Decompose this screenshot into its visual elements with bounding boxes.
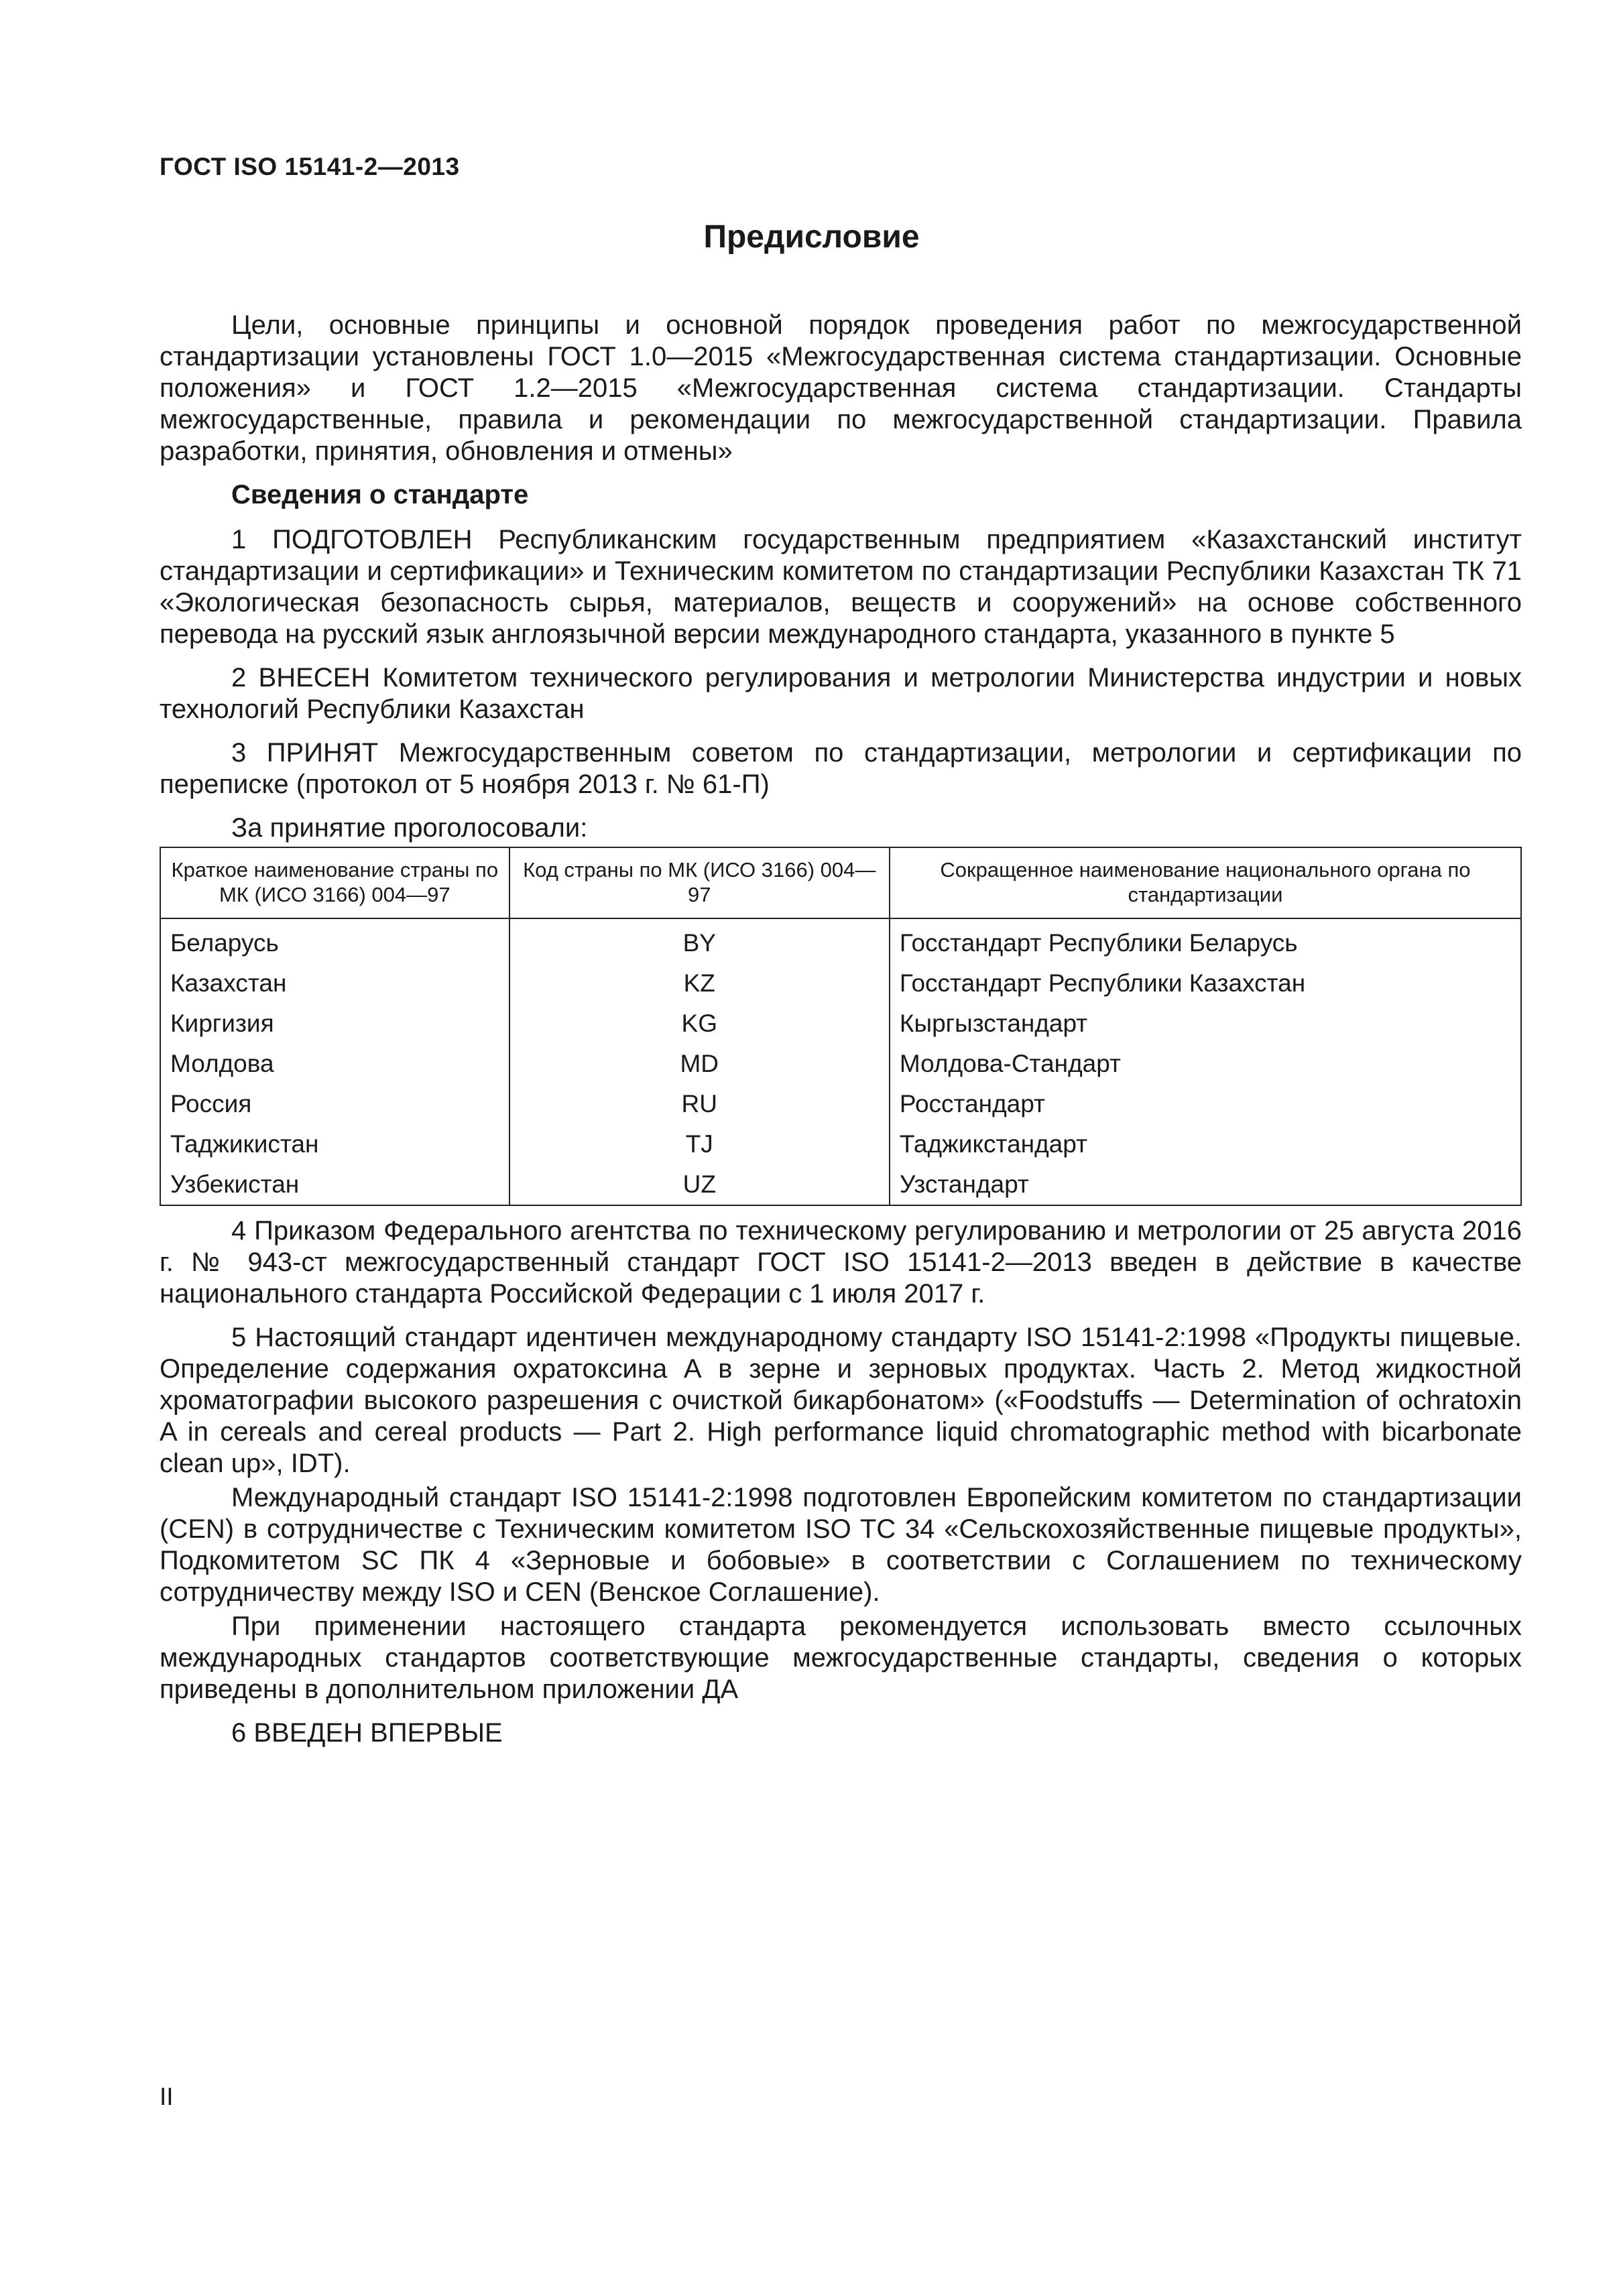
item-1-paragraph: 1 ПОДГОТОВЛЕН Республиканским государственным предприятием «Казахстанский институт стандартизации и сертификации» и Техническим комитетом по стандартизации Республики Казахстан ТК 71 «Экологическая безопасность сырья, материалов, веществ и сооружений» на основе собственного перевода на русский язык англоязычной версии международного стандарта, указанного в пункте 5 xyxy=(160,525,1522,649)
intro-paragraph: Цели, основные принципы и основной порядок проведения работ по межгосударственной стандартизации установлены ГОСТ 1.0—2015 «Межгосударственная система стандартизации. Основные положения» и ГОСТ 1.2—2015 «Межгосударственная система стандартизации. Стандарты межгосударственные, правила и рекомендации по межгосударственной стандартизации. Правила разработки, принятия, обновления и отмены» xyxy=(160,310,1522,466)
voted-label: За принятие проголосовали: xyxy=(231,813,588,843)
item-5-iso-info-paragraph: Международный стандарт ISO 15141-2:1998 подготовлен Европейским комитетом по стандартизации (CEN) в сотрудничестве с Техническим комитетом ISO TC 34 «Сельскохозяйственные пищевые продукты», Подкомитетом SC ПК 4 «Зерновые и бобовые» в соответствии с Соглашением по техническому сотрудничеству между ISO и CEN (Венское Соглашение). xyxy=(160,1483,1522,1607)
country-code-cell: MD xyxy=(509,1044,890,1084)
table-row xyxy=(160,1084,1521,1124)
item-2-paragraph: 2 ВНЕСЕН Комитетом технического регулирования и метрологии Министерства индустрии и новых технологий Республики Казахстан xyxy=(160,663,1522,724)
item-3-paragraph: 3 ПРИНЯТ Межгосударственным советом по стандартизации, метрологии и сертификации по переписке (протокол от 5 ноября 2013 г. № 61-П) xyxy=(160,738,1522,799)
table-header-row xyxy=(160,847,1521,918)
country-name-cell: Россия xyxy=(160,1084,509,1124)
country-code-cell: UZ xyxy=(509,1164,890,1205)
country-name-cell: Таджикистан xyxy=(160,1124,509,1164)
column-header-country-name: Краткое наименование страны по МК (ИСО 3166) 004—97 xyxy=(160,847,509,918)
voting-countries-table xyxy=(160,847,1522,1206)
country-name-cell: Молдова xyxy=(160,1044,509,1084)
country-name-cell: Беларусь xyxy=(160,918,509,963)
page-title: Предисловие xyxy=(703,219,920,255)
country-code-cell: KZ xyxy=(509,963,890,1004)
standards-body-cell: Молдова-Стандарт xyxy=(890,1044,1521,1084)
standards-body-cell: Госстандарт Республики Казахстан xyxy=(890,963,1521,1004)
country-name-cell: Узбекистан xyxy=(160,1164,509,1205)
table-row xyxy=(160,1124,1521,1164)
column-header-country-code: Код страны по МК (ИСО 3166) 004—97 xyxy=(509,847,890,918)
item-5-reference-paragraph: При применении настоящего стандарта рекомендуется использовать вместо ссылочных международных стандартов соответствующие межгосударственные стандарты, сведения о которых приведены в дополнительном приложении ДА xyxy=(160,1612,1522,1704)
table-row xyxy=(160,1004,1521,1044)
foreword-body xyxy=(160,310,1522,1761)
country-name-cell: Казахстан xyxy=(160,963,509,1004)
country-code-cell: TJ xyxy=(509,1124,890,1164)
country-code-cell: BY xyxy=(509,918,890,963)
country-code-cell: RU xyxy=(509,1084,890,1124)
item-5-paragraph: 5 Настоящий стандарт идентичен международному стандарту ISO 15141-2:1998 «Продукты пищевые. Определение содержания охратоксина А в зерне и зерновых продуктах. Часть 2. Метод жидкостной хроматографии высокого разрешения с очисткой бикарбонатом» («Foodstuffs — Determination of ochratoxin A in cereals and cereal products — Part 2. High performance liquid chromatographic method with bicarbonate clean up», IDT). xyxy=(160,1323,1522,1478)
column-header-standards-body: Сокращенное наименование национального органа по стандартизации xyxy=(890,847,1521,918)
document-code-header: ГОСТ ISO 15141-2—2013 xyxy=(160,153,460,180)
page-number: II xyxy=(160,2083,174,2110)
item-6-paragraph: 6 ВВЕДЕН ВПЕРВЫЕ xyxy=(231,1718,503,1748)
table-row xyxy=(160,918,1521,963)
standard-info-subheading: Сведения о стандарте xyxy=(231,480,529,509)
standards-body-cell: Кыргызстандарт xyxy=(890,1004,1521,1044)
table-row xyxy=(160,1044,1521,1084)
standards-body-cell: Таджикстандарт xyxy=(890,1124,1521,1164)
standards-body-cell: Госстандарт Республики Беларусь xyxy=(890,918,1521,963)
country-name-cell: Киргизия xyxy=(160,1004,509,1044)
standards-body-cell: Росстандарт xyxy=(890,1084,1521,1124)
table-row xyxy=(160,963,1521,1004)
table-row xyxy=(160,1164,1521,1205)
standards-body-cell: Узстандарт xyxy=(890,1164,1521,1205)
item-4-paragraph: 4 Приказом Федерального агентства по техническому регулированию и метрологии от 25 августа 2016 г. № 943-ст межгосударственный стандарт ГОСТ ISO 15141-2—2013 введен в действие в качестве национального стандарта Российской Федерации с 1 июля 2017 г. xyxy=(160,1216,1522,1309)
country-code-cell: KG xyxy=(509,1004,890,1044)
